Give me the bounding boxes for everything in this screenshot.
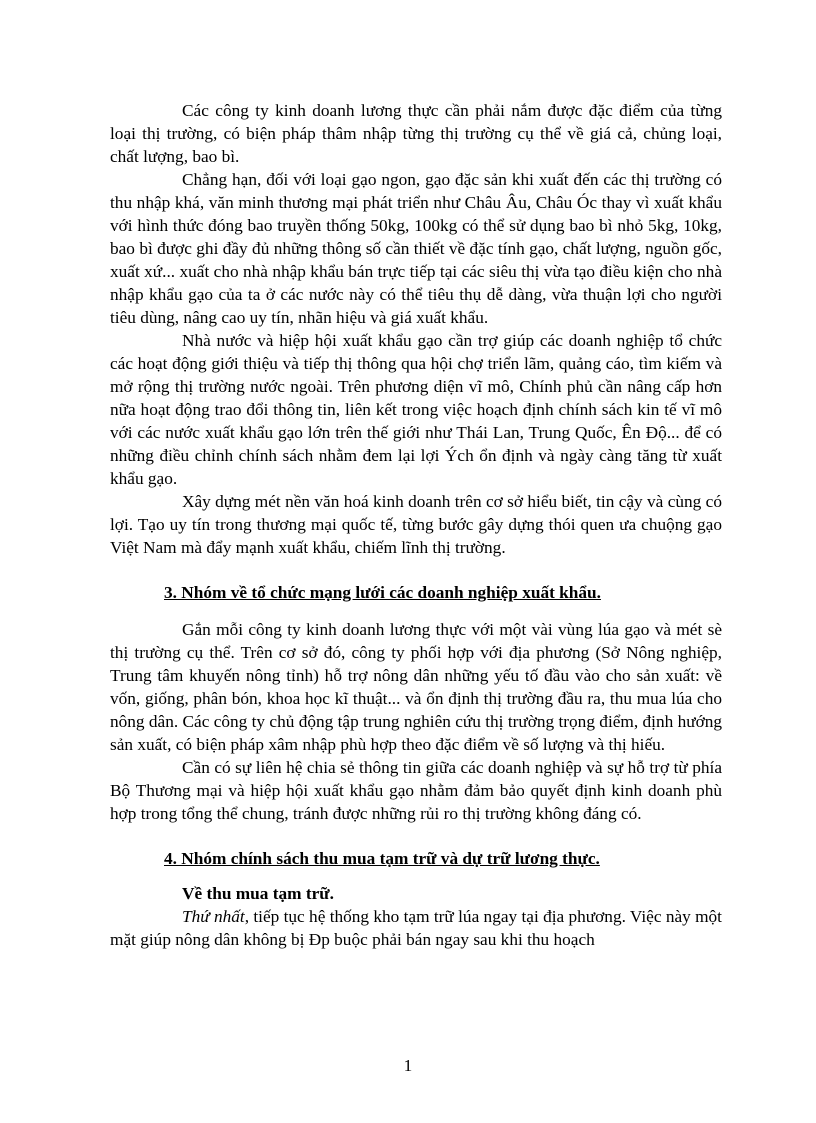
page-content <box>110 99 722 951</box>
paragraph-business-culture: Xây dựng mét nền văn hoá kinh doanh trên cơ sở hiểu biết, tin cậy và cùng có lợi. Tạo uy tín trong thương mại quốc tế, từng bước gây dựng thói quen ưa chuộng gạo Việt Nam mà đẩy mạnh xuất khẩu, chiếm lĩnh thị trường. <box>110 492 722 557</box>
paragraph-company-region-link: Gắn mỗi công ty kinh doanh lương thực với một vài vùng lúa gạo và mét sè thị trường cụ thể. Trên cơ sở đó, công ty phối hợp với địa phương (Sở Nông nghiệp, Trung tâm khuyến nông tỉnh) hỗ trợ nông dân những yếu tố đầu vào cho sản xuất: về vốn, giống, phân bón, khoa học kĩ thuật... và ổn định thị trường đầu ra, thu mua lúa cho nông dân. Các công ty chủ động tập trung nghiên cứu thị trường trọng điểm, định hướng sản xuất, có biện pháp xâm nhập phù hợp theo đặc điểm về số lượng và thị hiếu. <box>110 620 722 754</box>
paragraph-state-support: Nhà nước và hiệp hội xuất khẩu gạo cần trợ giúp các doanh nghiệp tổ chức các hoạt động giới thiệu và tiếp thị thông qua hội chợ triển lãm, quảng cáo, tìm kiếm và mở rộng thị trường nước ngoài. Trên phương diện vĩ mô, Chính phủ cần nâng cấp hơn nữa hoạt động trao đổi thông tin, liên kết trong việc hoạch định chính sách kin tế vĩ mô với các nước xuất khẩu gạo lớn trên thế giới như Thái Lan, Trung Quốc, Ên Độ... để có những điều chỉnh chính sách nhằm đem lại lợi Ých ổn định và ngày càng tăng từ xuất khẩu gạo. <box>110 331 722 488</box>
paragraph-market-characteristics: Các công ty kinh doanh lương thực cần phải nắm được đặc điểm của từng loại thị trường, có biện pháp thâm nhập từng thị trường cụ thể về giá cả, chủng loại, chất lượng, bao bì. <box>110 101 722 166</box>
page-number: 1 <box>403 1056 413 1075</box>
paragraph-packaging-example: Chẳng hạn, đối với loại gạo ngon, gạo đặc sản khi xuất đến các thị trường có thu nhập khá, văn minh thương mại phát triển như Châu Âu, Châu Óc thay vì xuất khẩu với hình thức đóng bao truyền thống 50kg, 100kg có thể sử dụng bao bì nhỏ 5kg, 10kg, bao bì được ghi đầy đủ những thông số cần thiết về đặc tính gạo, chất lượng, nguồn gốc, xuất xứ... xuất cho nhà nhập khẩu bán trực tiếp tại các siêu thị vừa tạo điều kiện cho nhà nhập khẩu gạo của ta ở các nước này có thể tiêu thụ dễ dàng, vừa thuận lợi cho người tiêu dùng, nâng cao uy tín, nhãn hiệu và giá xuất khẩu. <box>110 170 722 327</box>
subheading-temporary-purchase: Về thu mua tạm trữ. <box>182 884 334 903</box>
first-measure-lead: Thứ nhất <box>182 907 245 926</box>
heading-section-4: 4. Nhóm chính sách thu mua tạm trữ và dự trữ lương thực. <box>164 849 600 868</box>
paragraph-information-sharing: Cần có sự liên hệ chia sẻ thông tin giữa các doanh nghiệp và sự hỗ trợ từ phía Bộ Thương mại và hiệp hội xuất khẩu gạo nhằm đảm bảo quyết định kinh doanh phù hợp trong tổng thể chung, tránh được những rủi ro thị trường không đáng có. <box>110 758 722 823</box>
paragraph-first-measure <box>110 905 722 951</box>
heading-section-3: 3. Nhóm về tổ chức mạng lưới các doanh nghiệp xuất khẩu. <box>164 583 601 602</box>
first-measure-text: , tiếp tục hệ thống kho tạm trữ lúa ngay tại địa phương. Việc này một mặt giúp nông dân không bị Ðp buộc phải bán ngay sau khi thu hoạch <box>110 907 722 949</box>
